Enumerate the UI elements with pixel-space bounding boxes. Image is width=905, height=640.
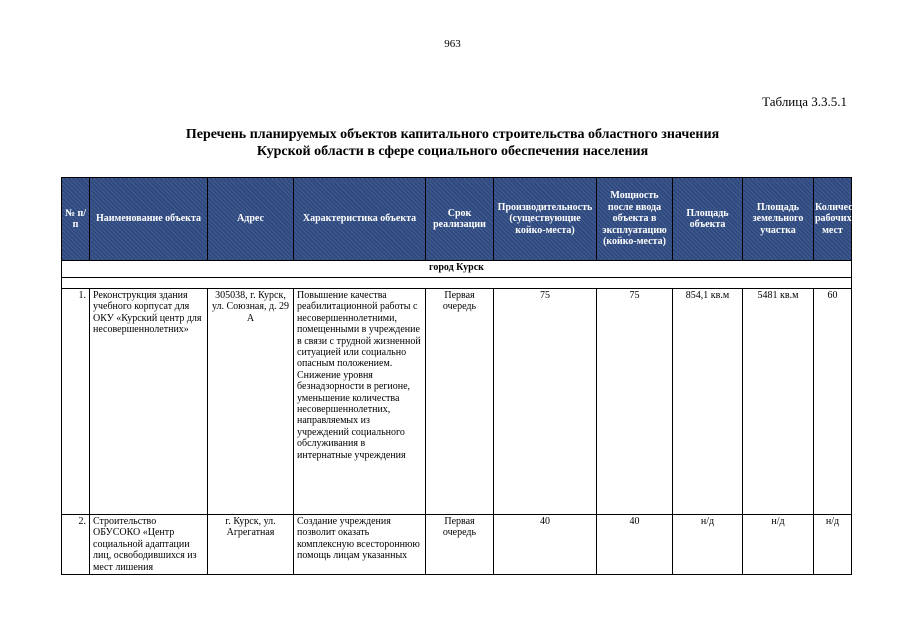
- cell-workplaces: н/д: [814, 515, 852, 575]
- header-address: Адрес: [208, 178, 294, 261]
- cell-num: 1.: [62, 289, 90, 515]
- cell-term: Первая очередь: [426, 289, 494, 515]
- spacer-row: [62, 278, 852, 289]
- header-name: Наименование объекта: [90, 178, 208, 261]
- table-header-row: [62, 178, 852, 261]
- header-area-object: Площадь объекта: [673, 178, 743, 261]
- header-workplaces: Количество рабочих мест: [814, 178, 852, 261]
- header-capacity: Производительность (существующие койко-места): [494, 178, 597, 261]
- objects-table: [61, 177, 868, 575]
- cell-name: Строительство ОБУСОКО «Центр социальной адаптации лиц, освободившихся из мест лишения: [90, 515, 208, 575]
- cell-area-object: н/д: [673, 515, 743, 575]
- header-power: Мощность после ввода объекта в эксплуатацию (койко-места): [597, 178, 673, 261]
- document-title-line-1: Перечень планируемых объектов капитального строительства областного значения: [185, 127, 720, 142]
- city-group-label: город Курск: [62, 261, 852, 278]
- document-title-line-2: Курской области в сфере социального обеспечения населения: [256, 144, 649, 159]
- header-area-land: Площадь земельного участка: [743, 178, 814, 261]
- cell-area-land: 5481 кв.м: [743, 289, 814, 515]
- cell-power: 75: [597, 289, 673, 515]
- cell-address: 305038, г. Курск, ул. Союзная, д. 29 А: [208, 289, 294, 515]
- cell-area-land: н/д: [743, 515, 814, 575]
- page-number: 963: [444, 38, 461, 50]
- cell-capacity: 40: [494, 515, 597, 575]
- cell-capacity: 75: [494, 289, 597, 515]
- cell-characteristics: Повышение качества реабилитационной работы с несовершеннолетними, помещенными в учреждение в связи с трудной жизненной ситуацией или социально опасным положением. Снижение уровня безнадзорности в регионе, уменьшение количества несовершеннолетних, направляемых из учреждений социального обслуживания в интернатные учреждения: [294, 289, 426, 515]
- table-row: [62, 515, 852, 575]
- spacer-cell: [62, 278, 852, 289]
- cell-workplaces: 60: [814, 289, 852, 515]
- header-characteristics: Характеристика объекта: [294, 178, 426, 261]
- document-title: [0, 126, 905, 160]
- cell-area-object: 854,1 кв.м: [673, 289, 743, 515]
- header-num: № п/п: [62, 178, 90, 261]
- cell-characteristics: Создание учреждения позволит оказать комплексную всестороннюю помощь лицам указанных: [294, 515, 426, 575]
- city-group-row: [62, 261, 852, 278]
- cell-num: 2.: [62, 515, 90, 575]
- cell-term: Первая очередь: [426, 515, 494, 575]
- cell-address: г. Курск, ул. Агрегатная: [208, 515, 294, 575]
- table-row: [62, 289, 852, 515]
- cell-name: Реконструкция здания учебного корпусат для ОКУ «Курский центр для несовершеннолетних»: [90, 289, 208, 515]
- header-term: Срок реализации: [426, 178, 494, 261]
- cell-power: 40: [597, 515, 673, 575]
- table-label: Таблица 3.3.5.1: [762, 94, 847, 109]
